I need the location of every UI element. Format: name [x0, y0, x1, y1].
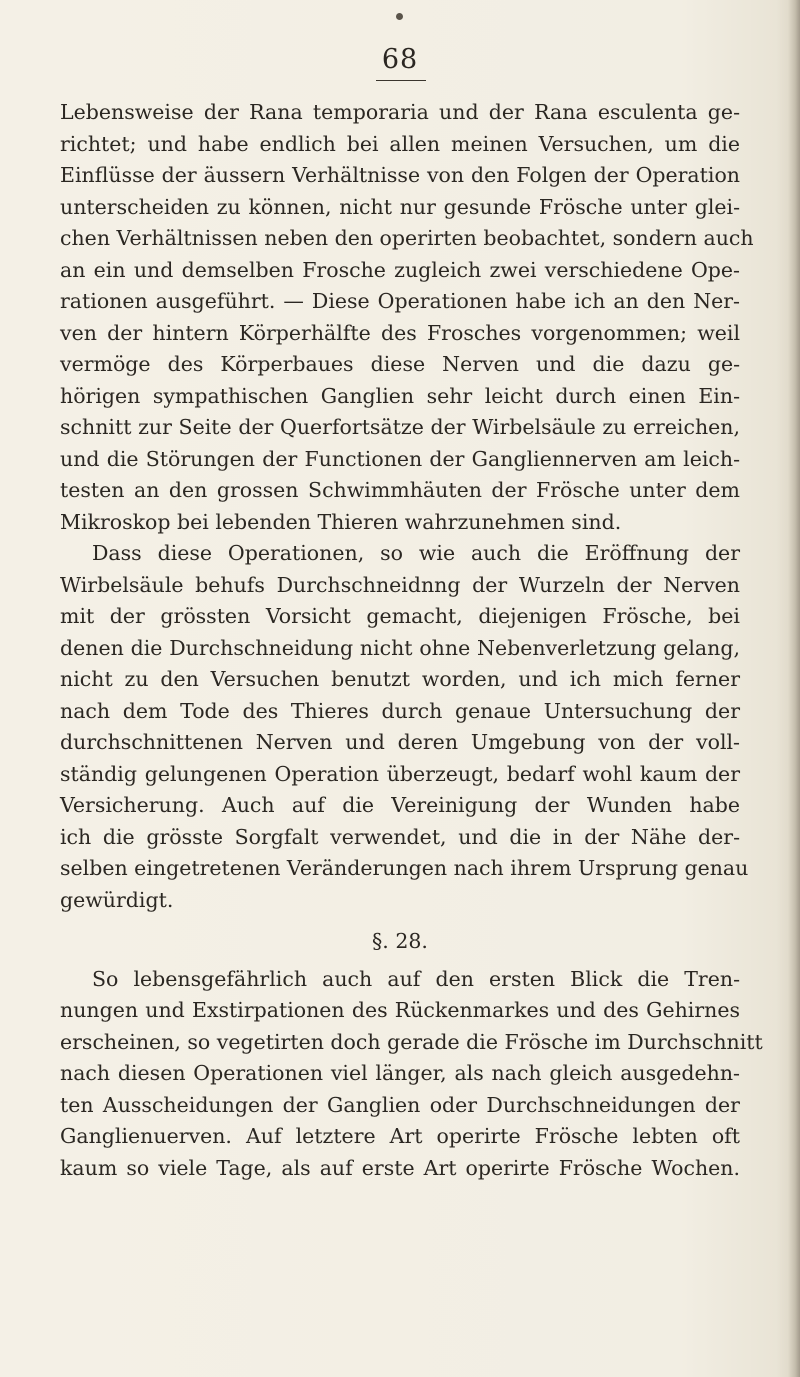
text-line: erscheinen, so vegetirten doch gerade die Frösche im Durchschnitt: [60, 1029, 763, 1054]
text-line: gewürdigt.: [60, 887, 174, 912]
page-number: 68: [381, 44, 419, 75]
text-line: Wirbelsäule behufs Durchschneidnng der Wurzeln der Nerven: [60, 572, 740, 597]
text-line: Dass diese Operationen, so wie auch die Eröffnung der: [92, 541, 740, 565]
text-line: Versicherung. Auch auf die Vereinigung der Wunden habe: [60, 793, 740, 817]
text-line: denen die Durchschneidung nicht ohne Nebenverletzung gelang,: [60, 635, 740, 660]
text-line: selben eingetretenen Veränderungen nach ihrem Ursprung genau: [60, 856, 749, 880]
text-line: rationen ausgeführt. — Diese Operationen habe ich an den Ner-: [60, 289, 740, 313]
paragraph-2: [60, 538, 749, 916]
section-heading: §. 28.: [372, 929, 428, 953]
text-line: ich die grösste Sorgfalt verwendet, und die in der Nähe der-: [60, 824, 740, 849]
text-line: und die Störungen der Functionen der Gangliennerven am leich-: [60, 446, 740, 471]
text-line: Lebensweise der Rana temporaria und der Rana esculenta ge-: [60, 100, 740, 124]
text-line: Ganglienuerven. Auf letztere Art operirte Frösche lebten oft: [60, 1124, 740, 1148]
text-line: ständig gelungenen Operation überzeugt, bedarf wohl kaum der: [60, 761, 740, 786]
text-line: durchschnittenen Nerven und deren Umgebung von der voll-: [60, 730, 740, 754]
text-line: ven der hintern Körperhälfte des Frosches vorgenommen; weil: [60, 320, 740, 345]
ink-dot: [396, 13, 403, 20]
text-line: nach diesen Operationen viel länger, als nach gleich ausgedehn-: [60, 1061, 740, 1085]
text-line: mit der grössten Vorsicht gemacht, diejenigen Frösche, bei: [60, 604, 740, 628]
text-line: hörigen sympathischen Ganglien sehr leicht durch einen Ein-: [60, 383, 740, 408]
section-gap: [60, 916, 740, 926]
text-line: nungen und Exstirpationen des Rückenmarkes und des Gehirnes: [60, 998, 740, 1022]
text-line: kaum so viele Tage, als auf erste Art operirte Frösche Wochen.: [60, 1155, 740, 1180]
text-line: nach dem Tode des Thieres durch genaue Untersuchung der: [60, 698, 740, 723]
paragraph-1: [60, 97, 754, 538]
text-line: nicht zu den Versuchen benutzt worden, und ich mich ferner: [60, 667, 740, 691]
page-number-rule: [376, 80, 426, 81]
paragraph-3: [60, 964, 763, 1185]
body-text: [60, 97, 763, 1184]
text-line: richtet; und habe endlich bei allen meinen Versuchen, um die: [60, 131, 740, 156]
text-line: unterscheiden zu können, nicht nur gesunde Frösche unter glei-: [60, 194, 740, 219]
text-line: testen an den grossen Schwimmhäuten der Frösche unter dem: [60, 478, 740, 502]
page-edge-shadow: [788, 0, 800, 1377]
text-line: chen Verhältnissen neben den operirten beobachtet, sondern auch: [60, 226, 754, 250]
text-line: So lebensgefährlich auch auf den ersten Blick die Tren-: [92, 966, 740, 991]
text-line: Mikroskop bei lebenden Thieren wahrzunehmen sind.: [60, 509, 622, 534]
text-line: ten Ausscheidungen der Ganglien oder Durchschneidungen der: [60, 1092, 740, 1117]
text-line: an ein und demselben Frosche zugleich zwei verschiedene Ope-: [60, 257, 740, 282]
text-line: schnitt zur Seite der Querfortsätze der Wirbelsäule zu erreichen,: [60, 415, 740, 439]
text-line: vermöge des Körperbaues diese Nerven und die dazu ge-: [60, 352, 740, 376]
text-line: Einflüsse der äussern Verhältnisse von den Folgen der Operation: [60, 163, 740, 187]
